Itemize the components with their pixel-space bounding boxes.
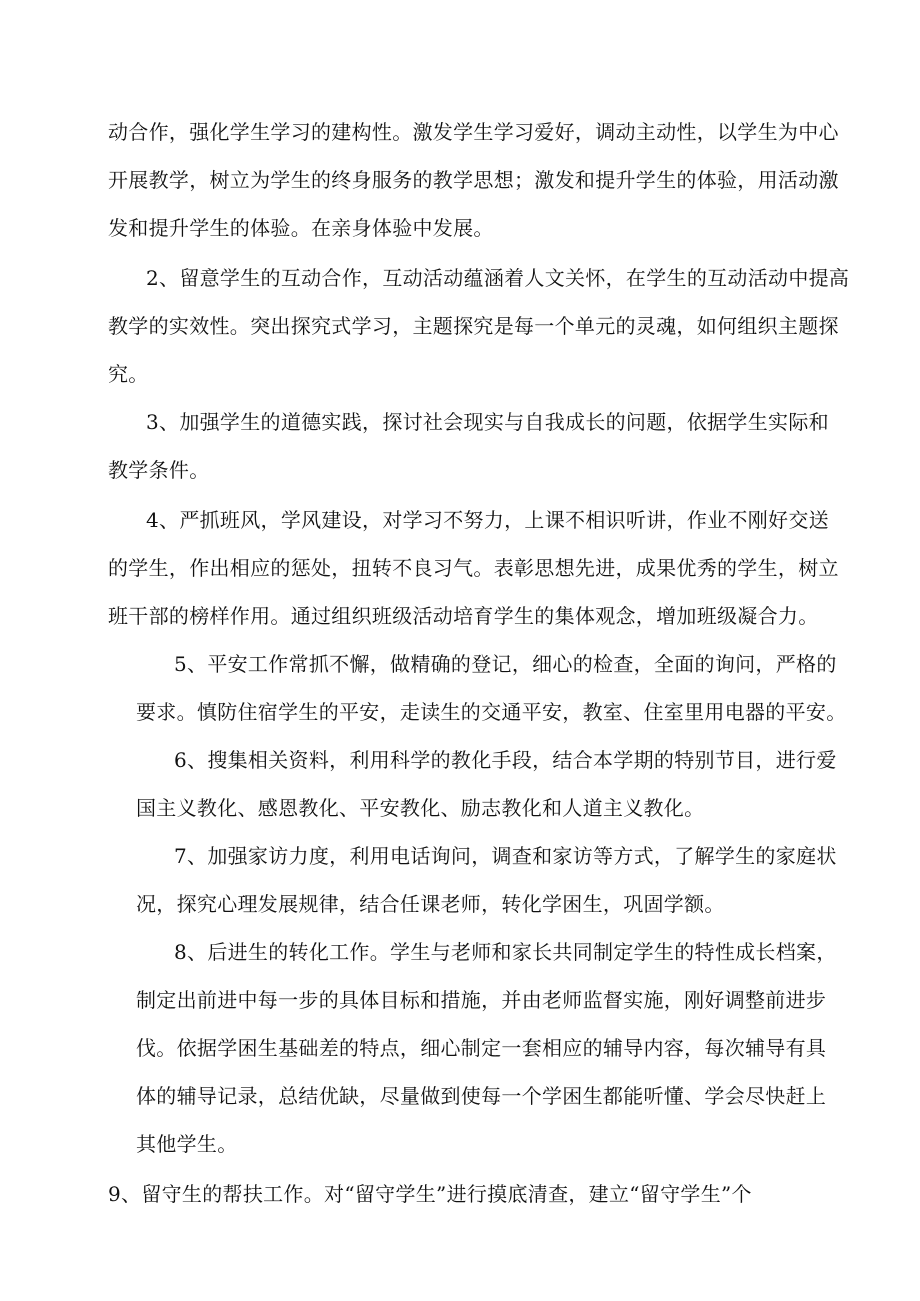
text-line: 开展教学，树立为学生的终身服务的教学思想；激发和提升学生的体验，用活动激: [108, 168, 839, 192]
text-line: 6、搜集相关资料，利用科学的教化手段，结合本学期的特别节目，进行爱: [174, 748, 837, 772]
text-line: 体的辅导记录，总结优缺，尽量做到使每一个学困生都能听懂、学会尽快赶上: [136, 1084, 827, 1108]
text-line: 动合作，强化学生学习的建构性。激发学生学习爱好，调动主动性，以学生为中心: [108, 120, 839, 144]
text-line: 制定出前进中每一步的具体目标和措施，并由老师监督实施，刚好调整前进步: [136, 988, 827, 1012]
text-line: 教学条件。: [108, 458, 210, 482]
text-line: 教学的实效性。突出探究式学习，主题探究是每一个单元的灵魂，如何组织主题探: [108, 314, 839, 338]
text-line: 要求。慎防住宿学生的平安，走读生的交通平安，教室、住室里用电器的平安。: [136, 700, 847, 724]
text-line: 4、严抓班风，学风建设，对学习不努力，上课不相识听讲，作业不刚好交送: [146, 508, 829, 532]
text-line: 究。: [108, 362, 149, 386]
text-line: 2、留意学生的互动合作，互动活动蕴涵着人文关怀，在学生的互动活动中提高: [146, 266, 850, 290]
text-line: 5、平安工作常抓不懈，做精确的登记，细心的检查，全面的询问，严格的: [174, 652, 837, 676]
text-line: 3、加强学生的道德实践，探讨社会现实与自我成长的问题，依据学生实际和: [146, 410, 829, 434]
text-line: 9、留守生的帮扶工作。对“留守学生”进行摸底清查，建立“留守学生”个: [108, 1182, 752, 1206]
text-line: 其他学生。: [136, 1132, 238, 1156]
text-line: 发和提升学生的体验。在亲身体验中发展。: [108, 216, 494, 240]
text-line: 况，探究心理发展规律，结合任课老师，转化学困生，巩固学额。: [136, 892, 725, 916]
text-line: 的学生，作出相应的惩处，扭转不良习气。表彰思想先进，成果优秀的学生，树立: [108, 556, 839, 580]
text-line: 7、加强家访力度，利用电话询问，调查和家访等方式，了解学生的家庭状: [174, 844, 837, 868]
text-line: 8、后进生的转化工作。学生与老师和家长共同制定学生的特性成长档案，: [174, 940, 837, 964]
text-line: 伐。依据学困生基础差的特点，细心制定一套相应的辅导内容，每次辅导有具: [136, 1036, 827, 1060]
text-line: 班干部的榜样作用。通过组织班级活动培育学生的集体观念，增加班级凝合力。: [108, 604, 819, 628]
text-line: 国主义教化、感恩教化、平安教化、励志教化和人道主义教化。: [136, 796, 705, 820]
